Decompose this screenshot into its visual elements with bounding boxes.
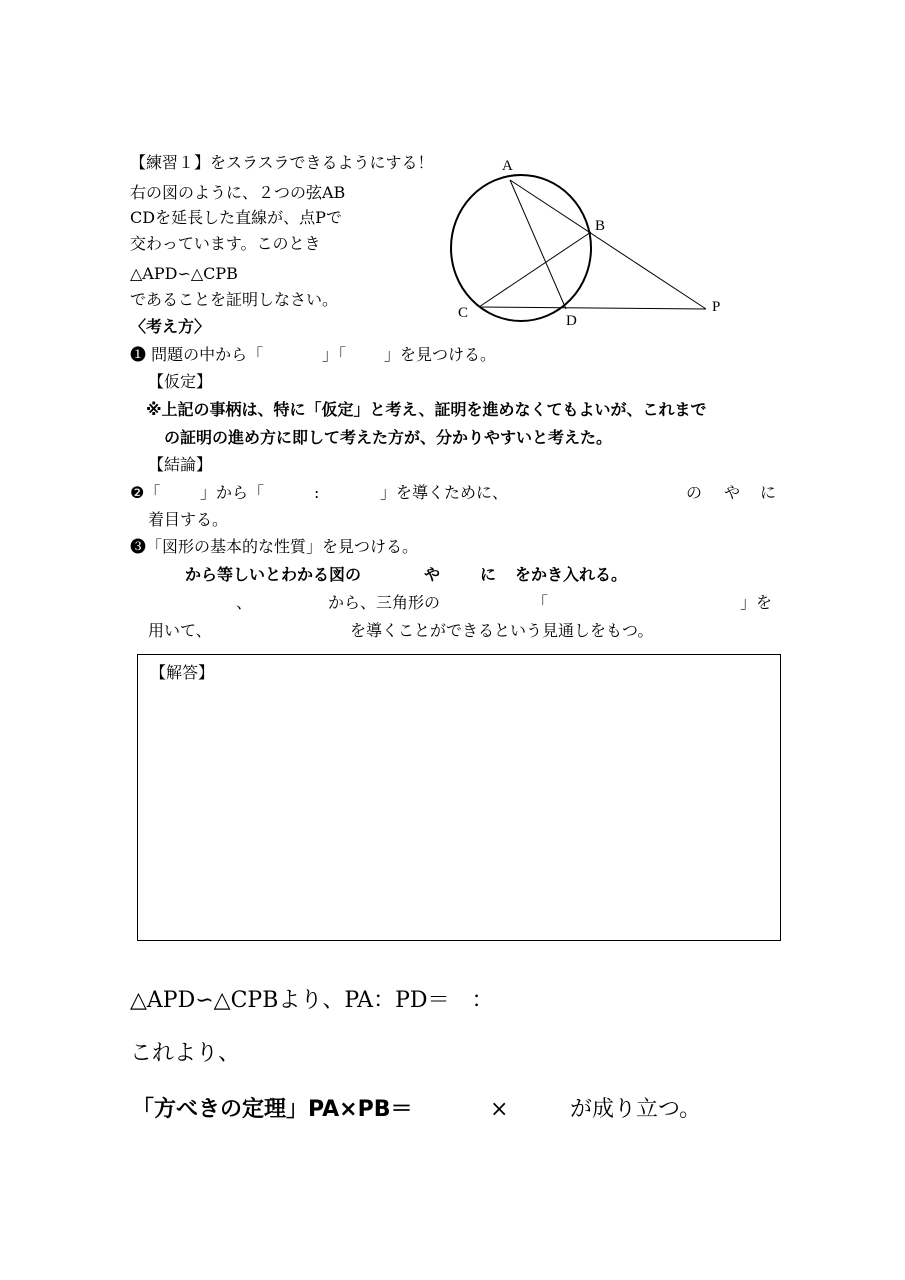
step3-text: 用いて、 bbox=[148, 621, 212, 640]
note-line: ※上記の事柄は、特に「仮定」と考え、証明を進めなくてもよいが、これまで bbox=[146, 400, 707, 419]
label-P: P bbox=[712, 299, 721, 315]
bottom-line: これより、 bbox=[130, 1041, 241, 1066]
problem-line: △APD∽△CPB bbox=[130, 264, 238, 283]
step2-text: や bbox=[724, 483, 741, 502]
label-A: A bbox=[502, 158, 513, 174]
step3-bold: に bbox=[480, 565, 497, 584]
step3-text: ❸「図形の基本的な性質」を見つける。 bbox=[130, 537, 419, 556]
step2-text: の bbox=[686, 483, 703, 502]
step2-text: 」を導くために、 bbox=[380, 483, 509, 502]
approach-heading: 〈考え方〉 bbox=[130, 317, 211, 336]
segment-AP bbox=[510, 180, 706, 309]
step1-text: 」「 bbox=[322, 345, 347, 364]
assumption-label: 【仮定】 bbox=[148, 372, 213, 391]
circle bbox=[451, 175, 591, 321]
step2-text: ❷「 bbox=[130, 483, 161, 502]
label-C: C bbox=[458, 305, 469, 321]
answer-label: 【解答】 bbox=[150, 663, 215, 682]
step3-bold: から等しいとわかる図の bbox=[185, 565, 362, 584]
step2-text: に bbox=[760, 483, 777, 502]
conclusion-label: 【結論】 bbox=[148, 455, 213, 474]
answer-box[interactable] bbox=[137, 654, 781, 941]
label-B: B bbox=[595, 218, 606, 234]
problem-line: CDを延長した直線が、点Pで bbox=[130, 208, 342, 227]
problem-line: 交わっています。このとき bbox=[130, 234, 321, 253]
problem-line: であることを証明しなさい。 bbox=[130, 290, 339, 309]
step3-bold: や bbox=[424, 565, 441, 584]
segment-CP bbox=[479, 307, 706, 309]
problem-title: 【練習１】をスラスラできるようにする！ bbox=[130, 153, 434, 172]
note-line: の証明の進め方に即して考えた方が、分かりやすいと考えた。 bbox=[164, 428, 613, 447]
geometry-figure bbox=[0, 0, 905, 400]
segment-AD bbox=[510, 180, 566, 309]
step3-bold: をかき入れる。 bbox=[515, 565, 628, 584]
bottom-line: △APD∽△CPBより、PA：PD＝ ： bbox=[130, 988, 494, 1013]
problem-line: 右の図のように、２つの弦AB bbox=[130, 183, 346, 202]
step3-text: を導くことができるという見通しをもつ。 bbox=[350, 621, 654, 640]
bottom-line: × bbox=[490, 1097, 509, 1122]
bottom-line: 「方べきの定理」PA×PB＝ bbox=[132, 1097, 413, 1122]
step2-text: 」から「 bbox=[200, 483, 265, 502]
bottom-line: が成り立つ。 bbox=[570, 1097, 702, 1122]
label-D: D bbox=[566, 313, 577, 329]
step2-text: : bbox=[314, 483, 320, 502]
step2-text: 着目する。 bbox=[148, 510, 229, 529]
step3-text: 「 bbox=[532, 593, 549, 612]
step1-text: 」を見つける。 bbox=[384, 345, 497, 364]
step3-text: 」を bbox=[740, 593, 773, 612]
step1-text: ❶ 問題の中から「 bbox=[130, 345, 264, 364]
step3-text: 、 bbox=[236, 593, 253, 612]
step3-text: から、三角形の bbox=[328, 593, 441, 612]
